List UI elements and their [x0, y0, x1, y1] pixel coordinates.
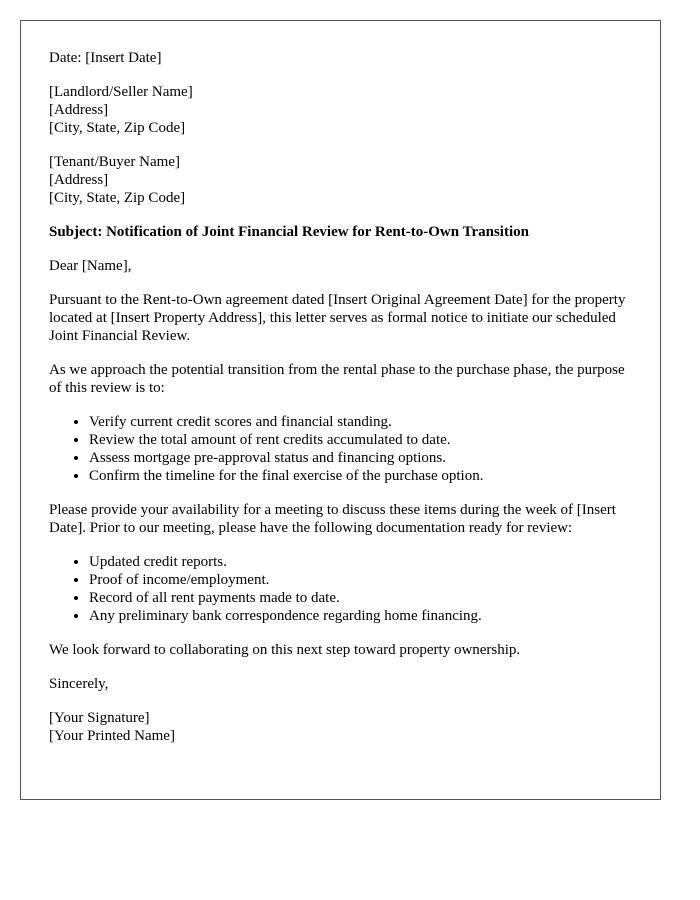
purpose-list	[49, 413, 632, 485]
list-item: • Verify current credit scores and financial standing.	[89, 413, 632, 431]
date-line: Date: [Insert Date]	[49, 50, 162, 66]
list-item: • Confirm the timeline for the final exercise of the purchase option.	[89, 467, 632, 485]
list-item: • Assess mortgage pre-approval status and financing options.	[89, 449, 632, 467]
signature: [Your Signature]	[49, 710, 150, 726]
landlord-city: [City, State, Zip Code]	[49, 120, 186, 136]
letter	[20, 20, 661, 800]
signature-block	[49, 709, 632, 745]
tenant-city: [City, State, Zip Code]	[49, 190, 186, 206]
paragraph-intro: Pursuant to the Rent-to-Own agreement dated [Insert Original Agreement Date] for the property located at [Insert Property Address], this letter serves as formal notice to initiate our scheduled Joint Financial Review.	[49, 292, 626, 344]
tenant-address	[49, 153, 632, 207]
closing: Sincerely,	[49, 676, 109, 692]
paragraph-purpose: As we approach the potential transition from the rental phase to the purchase phase, the purpose of this review is to:	[49, 362, 625, 396]
printed-name: [Your Printed Name]	[49, 728, 175, 744]
paragraph-meeting: Please provide your availability for a meeting to discuss these items during the week of [Insert Date]. Prior to our meeting, please have the following documentation ready for review:	[49, 502, 616, 536]
subject-line: Subject: Notification of Joint Financial Review for Rent-to-Own Transition	[49, 224, 529, 240]
tenant-name: [Tenant/Buyer Name]	[49, 154, 180, 170]
list-item: • Any preliminary bank correspondence regarding home financing.	[89, 607, 632, 625]
paragraph-closing: We look forward to collaborating on this next step toward property ownership.	[49, 642, 521, 658]
list-item: • Record of all rent payments made to date.	[89, 589, 632, 607]
tenant-street: [Address]	[49, 172, 109, 188]
list-item: • Proof of income/employment.	[89, 571, 632, 589]
landlord-name: [Landlord/Seller Name]	[49, 84, 193, 100]
landlord-address	[49, 83, 632, 137]
list-item: • Updated credit reports.	[89, 553, 632, 571]
documentation-list	[49, 553, 632, 625]
list-item: • Review the total amount of rent credits accumulated to date.	[89, 431, 632, 449]
landlord-street: [Address]	[49, 102, 109, 118]
salutation: Dear [Name],	[49, 258, 132, 274]
